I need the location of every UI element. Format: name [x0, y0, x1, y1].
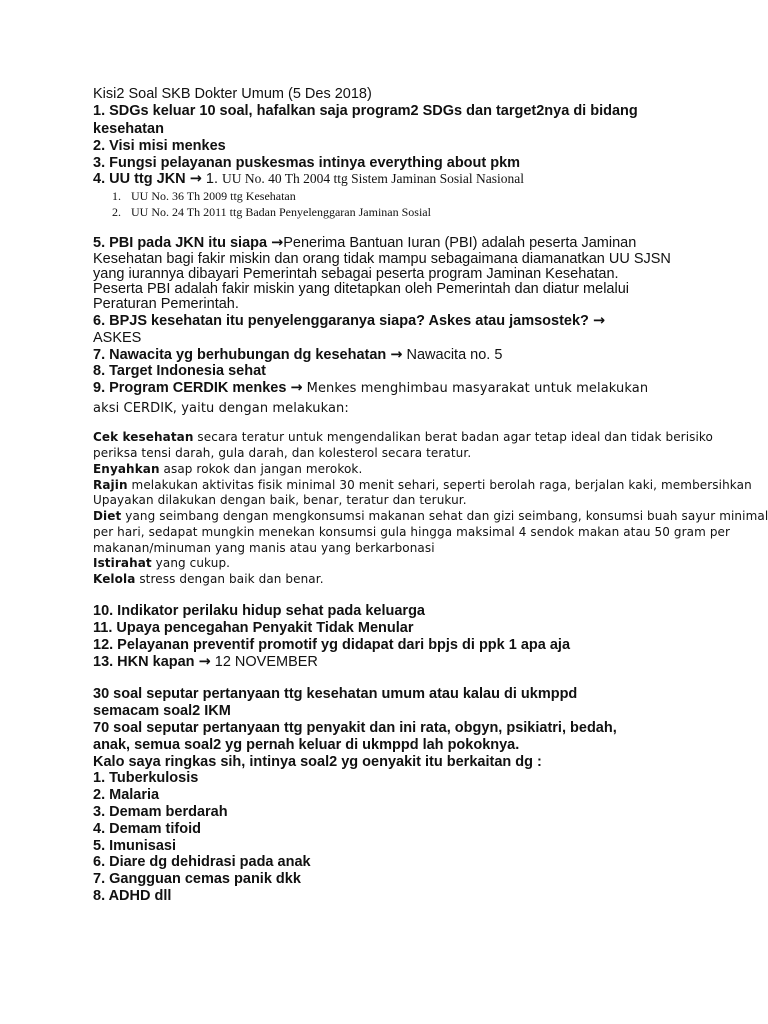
item-13: [93, 654, 318, 670]
cerdik-text: melakukan aktivitas fisik minimal 30 menit sehari, seperti berolah raga, berjalan kaki, membersihkan: [127, 478, 752, 492]
disease-list-item: 2. Malaria: [93, 787, 160, 803]
item-4: [93, 171, 524, 187]
item-4-question: 4. UU ttg JKN: [93, 171, 186, 187]
disease-list-item: 7. Gangguan cemas panik dkk: [93, 871, 301, 887]
cerdik-text: stress dengan baik dan benar.: [135, 572, 324, 586]
cerdik-text: asap rokok dan jangan merokok.: [159, 462, 363, 476]
cerdik-keyword: Rajin: [93, 478, 128, 492]
item-5-question: 5. PBI pada JKN itu siapa: [93, 235, 268, 251]
disease-list-item: 4. Demam tifoid: [93, 821, 201, 837]
cerdik-c: [93, 429, 713, 445]
item-5-answer-line: Kesehatan bagi fakir miskin dan orang tidak mampu sebagaimana diamanatkan UU SJSN: [93, 251, 671, 267]
item-5-answer-line: yang iurannya dibayari Pemerintah sebagai peserta program Jaminan Kesehatan.: [93, 266, 619, 282]
law-subitem: [112, 188, 296, 204]
arrow-icon: →: [198, 654, 211, 670]
cerdik-keyword: Cek kesehatan: [93, 430, 194, 444]
item-4-law-1: UU No. 40 Th 2004 ttg Sistem Jaminan Sosial Nasional: [222, 171, 524, 186]
item-11: 11. Upaya pencegahan Penyakit Tidak Menular: [93, 620, 414, 636]
cerdik-d-line-2: per hari, sedapat mungkin menekan konsumsi gula hingga maksimal 4 sendok makan atau 50 gram per: [93, 525, 731, 539]
law-subitem-text: UU No. 36 Th 2009 ttg Kesehatan: [131, 189, 296, 203]
item-7: [93, 347, 502, 363]
item-6-question: 6. BPJS kesehatan itu penyelenggaranya siapa? Askes atau jamsostek?: [93, 313, 589, 329]
disease-list-item: 5. Imunisasi: [93, 838, 177, 854]
arrow-icon: →: [271, 235, 284, 251]
note-line: 70 soal seputar pertanyaan ttg penyakit dan ini rata, obgyn, psikiatri, bedah,: [93, 720, 617, 736]
item-9-question: 9. Program CERDIK menkes: [93, 380, 287, 396]
item-5: [93, 235, 636, 251]
item-1-line-1: 1. SDGs keluar 10 soal, hafalkan saja program2 SDGs dan target2nya di bidang: [93, 103, 638, 119]
item-8: 8. Target Indonesia sehat: [93, 363, 266, 379]
cerdik-text: yang seimbang dengan mengkonsumsi makanan sehat dan gizi seimbang, konsumsi buah sayur minimal: [121, 509, 768, 523]
item-9-answer-line: aksi CERDIK, yaitu dengan melakukan:: [93, 401, 349, 416]
cerdik-keyword: Istirahat: [93, 556, 152, 570]
item-4-law-number: 1.: [205, 171, 218, 187]
arrow-icon: →: [189, 171, 202, 187]
item-5-answer-line: Peraturan Pemerintah.: [93, 296, 239, 312]
cerdik-keyword: Diet: [93, 509, 122, 523]
cerdik-text: yang cukup.: [151, 556, 231, 570]
disease-list-item: 8. ADHD dll: [93, 888, 172, 904]
item-2: 2. Visi misi menkes: [93, 138, 226, 154]
cerdik-i: [93, 555, 230, 571]
item-3: 3. Fungsi pelayanan puskesmas intinya everything about pkm: [93, 155, 521, 171]
note-line: Kalo saya ringkas sih, intinya soal2 yg oenyakit itu berkaitan dg :: [93, 754, 542, 770]
disease-list-item: 1. Tuberkulosis: [93, 770, 199, 786]
item-9: [93, 380, 648, 397]
item-10: 10. Indikator perilaku hidup sehat pada keluarga: [93, 603, 425, 619]
cerdik-c-line-2: periksa tensi darah, gula darah, dan kolesterol secara teratur.: [93, 446, 472, 460]
cerdik-e: [93, 461, 362, 477]
item-6: [93, 313, 605, 329]
document-title: Kisi2 Soal SKB Dokter Umum (5 Des 2018): [93, 86, 372, 102]
cerdik-text: secara teratur untuk mengendalikan berat badan agar tetap ideal dan tidak berisiko: [193, 430, 713, 444]
law-subitem: [112, 204, 431, 220]
disease-list-item: 6. Diare dg dehidrasi pada anak: [93, 854, 311, 870]
item-9-answer: Menkes menghimbau masyarakat untuk melakukan: [306, 381, 649, 396]
item-1-line-2: kesehatan: [93, 121, 164, 137]
cerdik-k: [93, 571, 324, 587]
disease-list-item: 3. Demam berdarah: [93, 804, 228, 820]
cerdik-d: [93, 508, 768, 524]
arrow-icon: →: [390, 347, 403, 363]
note-line: anak, semua soal2 yg pernah keluar di ukmppd lah pokoknya.: [93, 737, 520, 753]
cerdik-keyword: Kelola: [93, 572, 136, 586]
item-5-answer: Penerima Bantuan Iuran (PBI) adalah peserta Jaminan: [283, 235, 637, 251]
item-7-question: 7. Nawacita yg berhubungan dg kesehatan: [93, 347, 387, 363]
item-7-answer: Nawacita no. 5: [406, 347, 503, 363]
note-line: semacam soal2 IKM: [93, 703, 231, 719]
arrow-icon: →: [592, 313, 606, 329]
cerdik-r: [93, 477, 752, 493]
note-line: 30 soal seputar pertanyaan ttg kesehatan umum atau kalau di ukmppd: [93, 686, 578, 702]
item-6-answer: ASKES: [93, 330, 142, 346]
law-subitem-number: 2.: [112, 205, 121, 219]
arrow-icon: →: [290, 380, 303, 396]
cerdik-keyword: Enyahkan: [93, 462, 160, 476]
item-13-answer: 12 NOVEMBER: [214, 654, 318, 670]
item-13-question: 13. HKN kapan: [93, 654, 195, 670]
cerdik-d-line-3: makanan/minuman yang manis atau yang berkarbonasi: [93, 541, 435, 555]
law-subitem-number: 1.: [112, 189, 121, 203]
law-subitem-text: UU No. 24 Th 2011 ttg Badan Penyelenggaran Jaminan Sosial: [131, 205, 431, 219]
cerdik-r-line-2: Upayakan dilakukan dengan baik, benar, teratur dan terukur.: [93, 493, 467, 507]
item-5-answer-line: Peserta PBI adalah fakir miskin yang ditetapkan oleh Pemerintah dan diatur melalui: [93, 281, 629, 297]
item-12: 12. Pelayanan preventif promotif yg didapat dari bpjs di ppk 1 apa aja: [93, 637, 571, 653]
